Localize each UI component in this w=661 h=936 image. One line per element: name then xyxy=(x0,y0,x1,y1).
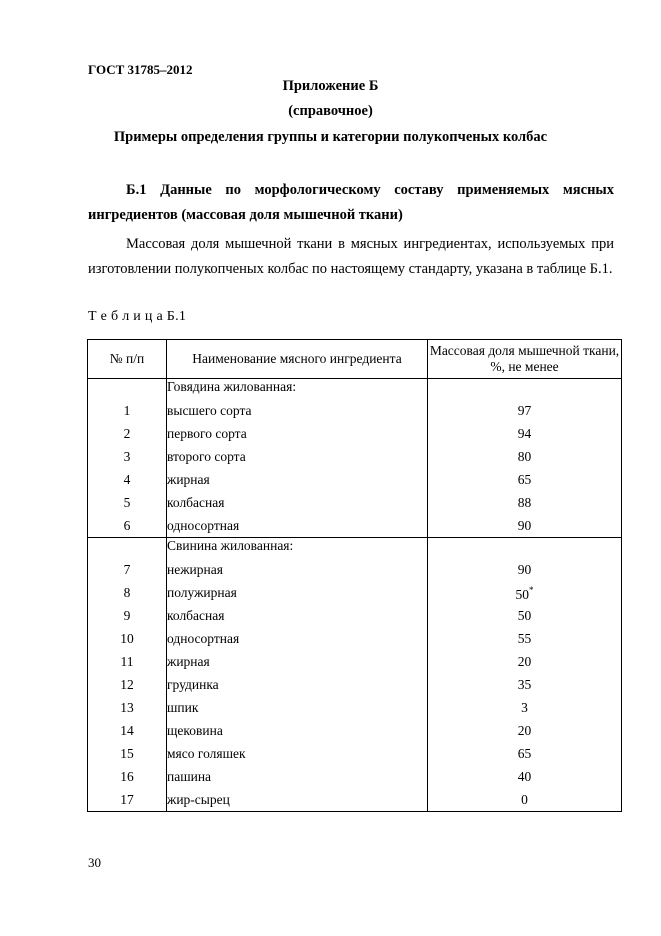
muscle-share-value: 20 xyxy=(517,722,532,738)
row-number: 9 xyxy=(88,604,167,627)
table-row xyxy=(88,399,622,422)
ingredient-name: односортная xyxy=(167,514,428,538)
row-number: 12 xyxy=(88,673,167,696)
row-number: 8 xyxy=(88,581,167,604)
page-number: 30 xyxy=(88,855,101,870)
section-title: Б.1 Данные по морфологическому составу применяемых мясных ингредиентов (массовая доля мышечной ткани) xyxy=(88,182,614,223)
group-label: Говядина жилованная: xyxy=(167,379,428,400)
ingredient-name: жирная xyxy=(167,468,428,491)
table-section-pork xyxy=(88,538,622,812)
muscle-share-value: 90 xyxy=(517,517,532,533)
muscle-share-value: 97 xyxy=(517,402,532,418)
group-row xyxy=(88,379,622,400)
table-row xyxy=(88,719,622,742)
muscle-share-value: 3 xyxy=(521,699,528,715)
muscle-share-value: 50 xyxy=(517,607,532,623)
row-number: 3 xyxy=(88,445,167,468)
ingredient-name: жирная xyxy=(167,650,428,673)
ingredient-name: полужирная xyxy=(167,581,428,604)
ingredient-name: первого сорта xyxy=(167,422,428,445)
ingredient-name: второго сорта xyxy=(167,445,428,468)
appendix-title: Приложение Б xyxy=(282,78,379,94)
row-number: 15 xyxy=(88,742,167,765)
row-number: 17 xyxy=(88,788,167,812)
table-row xyxy=(88,696,622,719)
ingredient-name: шпик xyxy=(167,696,428,719)
table-row xyxy=(88,558,622,581)
muscle-share-value: 20 xyxy=(517,653,532,669)
muscle-share-value: 55 xyxy=(517,630,532,646)
table-caption: Т е б л и ц а Б.1 xyxy=(88,309,187,324)
muscle-share-value: 94 xyxy=(517,425,532,441)
muscle-share-value: 35 xyxy=(517,676,532,692)
table-row xyxy=(88,788,622,812)
table-row xyxy=(88,742,622,765)
header-share: Массовая доля мышечной ткани, %, не менее xyxy=(428,340,622,379)
row-number: 16 xyxy=(88,765,167,788)
ingredient-name: нежирная xyxy=(167,558,428,581)
ingredients-table xyxy=(87,339,622,812)
table-row xyxy=(88,604,622,627)
table-row xyxy=(88,468,622,491)
muscle-share-value: 88 xyxy=(517,494,532,510)
row-number: 14 xyxy=(88,719,167,742)
row-number: 4 xyxy=(88,468,167,491)
table-row xyxy=(88,445,622,468)
table-row xyxy=(88,673,622,696)
row-number: 1 xyxy=(88,399,167,422)
ingredient-name: щековина xyxy=(167,719,428,742)
appendix-subtitle: (справочное) xyxy=(288,103,373,119)
muscle-share-value: 90 xyxy=(517,561,532,577)
group-row xyxy=(88,538,622,559)
row-number: 6 xyxy=(88,514,167,538)
table-row xyxy=(88,491,622,514)
table-section-beef xyxy=(88,379,622,538)
table-row xyxy=(88,581,622,604)
table-row xyxy=(88,650,622,673)
header-num: № п/п xyxy=(88,340,167,379)
table-row xyxy=(88,627,622,650)
muscle-share-value: 80 xyxy=(517,448,532,464)
appendix-heading: Примеры определения группы и категории полукопченых колбас xyxy=(113,129,548,145)
group-label: Свинина жилованная: xyxy=(167,538,428,559)
ingredient-name: пашина xyxy=(167,765,428,788)
row-number: 5 xyxy=(88,491,167,514)
ingredient-name: односортная xyxy=(167,627,428,650)
row-number: 13 xyxy=(88,696,167,719)
ingredient-name: жир-сырец xyxy=(167,788,428,812)
header-name: Наименование мясного ингредиента xyxy=(167,340,428,379)
row-number: 7 xyxy=(88,558,167,581)
ingredient-name: колбасная xyxy=(167,604,428,627)
muscle-share-value: 40 xyxy=(517,768,532,784)
section-paragraph: Массовая доля мышечной ткани в мясных ингредиентах, используемых при изготовлении полукопченых колбас по настоящему стандарту, указана в таблице Б.1. xyxy=(88,236,614,277)
table-row xyxy=(88,514,622,538)
table-header-row xyxy=(88,340,622,379)
table-row xyxy=(88,422,622,445)
row-number: 10 xyxy=(88,627,167,650)
row-number: 11 xyxy=(88,650,167,673)
muscle-share-value: 0 xyxy=(521,791,528,807)
ingredient-name: мясо голяшек xyxy=(167,742,428,765)
muscle-share-value: 65 xyxy=(517,471,532,487)
muscle-share-value: 50 xyxy=(515,587,529,602)
document-code: ГОСТ 31785–2012 xyxy=(88,62,193,77)
ingredient-name: колбасная xyxy=(167,491,428,514)
ingredient-name: высшего сорта xyxy=(167,399,428,422)
table-row xyxy=(88,765,622,788)
footnote-mark: * xyxy=(529,585,534,595)
row-number: 2 xyxy=(88,422,167,445)
ingredient-name: грудинка xyxy=(167,673,428,696)
muscle-share-value: 65 xyxy=(517,745,532,761)
